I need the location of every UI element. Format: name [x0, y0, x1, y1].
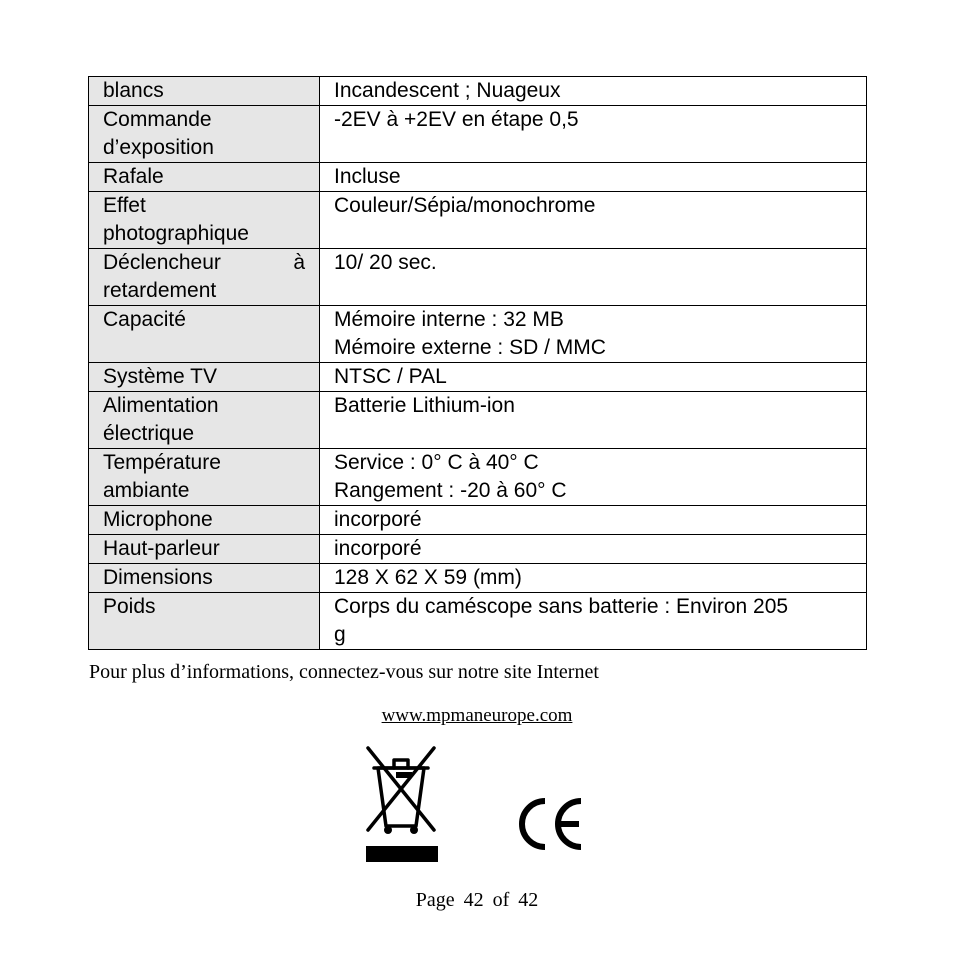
spec-row	[89, 249, 867, 306]
spec-label-line: Haut-parleur	[103, 537, 220, 560]
more-info-text: Pour plus d’informations, connectez-vous sur notre site Internet	[89, 661, 599, 683]
spec-label-line: Rafale	[103, 165, 164, 188]
spec-label-line: d’exposition	[103, 136, 214, 159]
spec-label-line: Système TV	[103, 365, 217, 388]
spec-value-line: Couleur/Sépia/monochrome	[334, 194, 596, 217]
spec-label	[89, 449, 320, 506]
spec-value-line: Incandescent ; Nuageux	[334, 79, 561, 102]
spec-label	[89, 192, 320, 249]
spec-value-line: Incluse	[334, 165, 401, 188]
spec-value-line: Rangement : -20 à 60° C	[334, 479, 567, 502]
spec-label-word: Déclencheur	[103, 251, 221, 274]
spec-value-line: incorporé	[334, 537, 422, 560]
spec-table	[88, 76, 867, 650]
spec-value-line: Mémoire interne : 32 MB	[334, 308, 564, 331]
spec-value-line: Batterie Lithium-ion	[334, 394, 515, 417]
spec-value	[320, 306, 867, 363]
spec-value	[320, 249, 867, 306]
spec-value-line: Service : 0° C à 40° C	[334, 451, 539, 474]
spec-row	[89, 106, 867, 163]
spec-row	[89, 564, 867, 593]
spec-label-line: Dimensions	[103, 566, 213, 589]
ce-mark-icon	[515, 795, 585, 853]
spec-label	[89, 249, 320, 306]
spec-label	[89, 163, 320, 192]
spec-label-line: photographique	[103, 222, 249, 245]
spec-row	[89, 593, 867, 650]
spec-row	[89, 77, 867, 106]
spec-label	[89, 564, 320, 593]
spec-row	[89, 535, 867, 564]
spec-value	[320, 192, 867, 249]
spec-row	[89, 449, 867, 506]
spec-value-line: NTSC / PAL	[334, 365, 447, 388]
spec-row	[89, 163, 867, 192]
spec-label-line: ambiante	[103, 479, 190, 502]
spec-value	[320, 392, 867, 449]
spec-label-line: blancs	[103, 79, 164, 102]
spec-value-line: 128 X 62 X 59 (mm)	[334, 566, 522, 589]
spec-label-line: retardement	[103, 279, 217, 302]
spec-label	[89, 392, 320, 449]
spec-label-line: Commande	[103, 108, 212, 131]
spec-row	[89, 363, 867, 392]
spec-value-line: 10/ 20 sec.	[334, 251, 437, 274]
spec-label	[89, 306, 320, 363]
spec-row	[89, 392, 867, 449]
spec-value	[320, 593, 867, 650]
spec-value	[320, 77, 867, 106]
spec-label	[89, 363, 320, 392]
spec-label-line: électrique	[103, 422, 195, 445]
spec-label-line: Microphone	[103, 508, 213, 531]
spec-value-line: Corps du caméscope sans batterie : Environ 205	[334, 595, 789, 618]
page-number: Page 42 of 42	[415, 889, 539, 911]
spec-label	[89, 593, 320, 650]
spec-value-line: -2EV à +2EV en étape 0,5	[334, 108, 579, 131]
spec-label	[89, 535, 320, 564]
spec-value	[320, 163, 867, 192]
spec-label-line: Capacité	[103, 308, 186, 331]
spec-value-line: incorporé	[334, 508, 422, 531]
weee-crossed-bin-icon	[360, 742, 440, 862]
spec-row	[89, 506, 867, 535]
spec-value	[320, 506, 867, 535]
spec-label	[89, 106, 320, 163]
spec-label	[89, 77, 320, 106]
spec-value-line: g	[334, 623, 346, 646]
spec-value-line: Mémoire externe : SD / MMC	[334, 336, 606, 359]
spec-value	[320, 564, 867, 593]
spec-label-line: Poids	[103, 595, 156, 618]
spec-value	[320, 449, 867, 506]
spec-label-line: Température	[103, 451, 221, 474]
spec-label-line: Alimentation	[103, 394, 219, 417]
spec-value	[320, 535, 867, 564]
spec-value	[320, 106, 867, 163]
spec-value	[320, 363, 867, 392]
spec-row	[89, 306, 867, 363]
spec-label-line	[103, 249, 305, 277]
spec-label-word: à	[293, 251, 305, 274]
spec-label	[89, 506, 320, 535]
spec-row	[89, 192, 867, 249]
website-link[interactable]: www.mpmaneurope.com	[381, 705, 573, 726]
spec-label-line: Effet	[103, 194, 146, 217]
